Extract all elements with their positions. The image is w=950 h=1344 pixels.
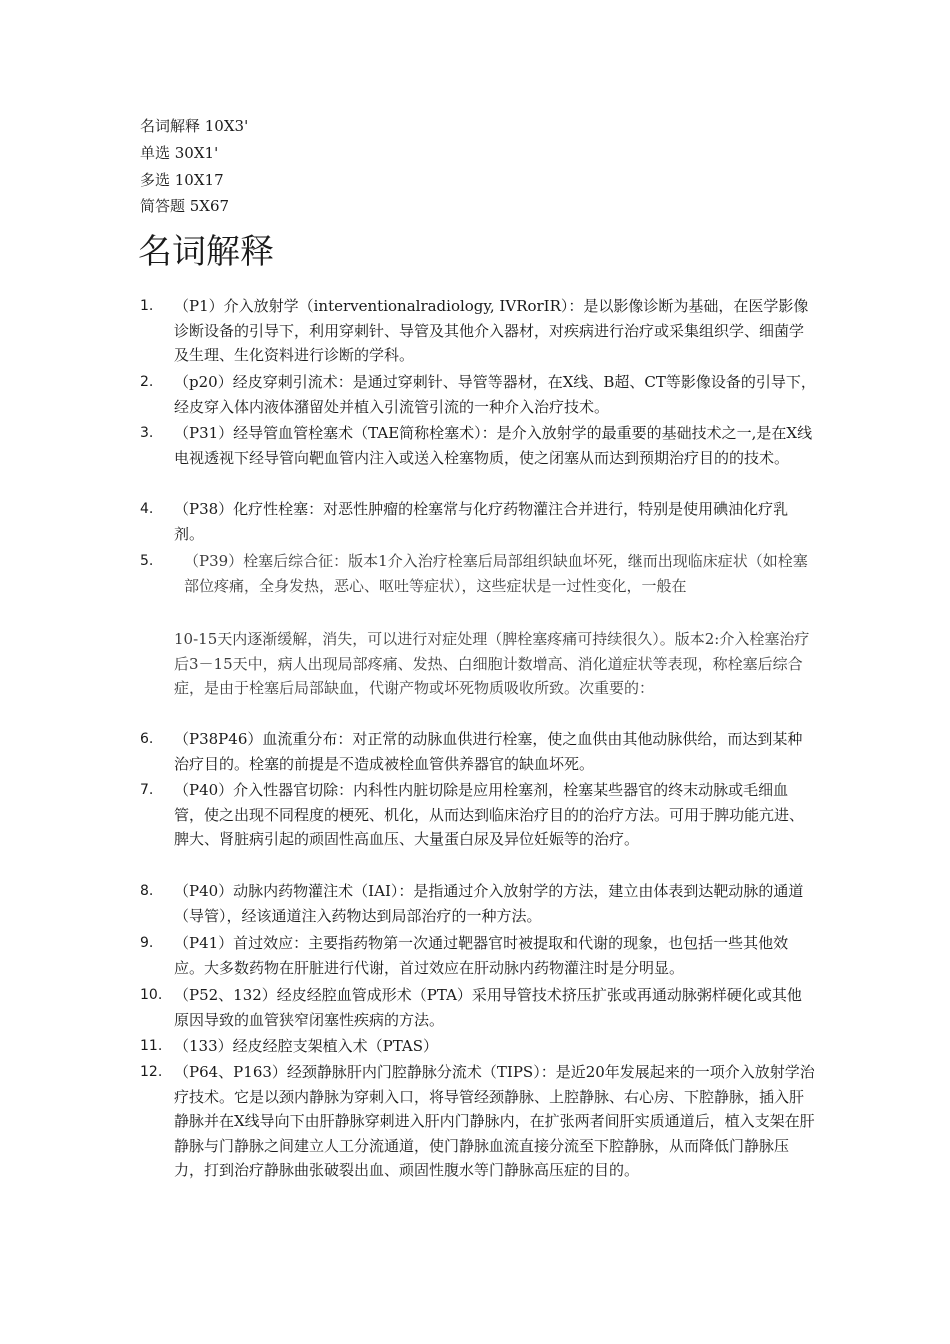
list-item-continuation: 10-15天内逐渐缓解，消失，可以进行对症处理（脾栓塞疼痛可持续很久）。版本2:介入栓塞治疗后3－15天中，病人出现局部疼痛、发热、白细胞计数增高、消化道症状等表现，称栓塞后综合症，是由于栓塞后局部缺血，代谢产物或坏死物质吸收所致。次重要的： (174, 630, 810, 697)
list-item-number: 6. (140, 731, 154, 747)
scoring-line-definitions: 名词解释 10X3' (140, 117, 249, 135)
list-item-text: （133）经皮经腔支架植入术（PTAS） (174, 1037, 439, 1055)
list-item-text: （P31）经导管血管栓塞术（TAE简称栓塞术）：是介入放射学的最重要的基础技术之一,是在X线电视透视下经导管向靶血管内注入或送入栓塞物质，使之闭塞从而达到预期治疗目的的技术。 (174, 424, 813, 467)
list-item-number: 4. (140, 501, 154, 517)
list-item-text: （p20）经皮穿刺引流术：是通过穿刺针、导管等器材，在X线、B超、CT等影像设备的引导下，经皮穿入体内液体潴留处并植入引流管引流的一种介入治疗技术。 (174, 373, 816, 416)
list-item-number: 3. (140, 425, 154, 441)
list-item-text: （P40）介入性器官切除：内科性内脏切除是应用栓塞剂，栓塞某些器官的终末动脉或毛细血管，使之出现不同程度的梗死、机化，从而达到临床治疗目的的治疗方法。可用于脾功能亢进、脾大、肾脏病引起的顽固性高血压、大量蛋白尿及异位妊娠等的治疗。 (174, 781, 805, 848)
list-item-text: （P40）动脉内药物灌注术（IAI）：是指通过介入放射学的方法，建立由体表到达靶动脉的通道（导管），经该通道注入药物达到局部治疗的一种方法。 (174, 882, 804, 925)
scoring-line-single-choice: 单选 30X1' (140, 144, 219, 162)
list-item-number: 10. (140, 987, 163, 1003)
list-item-text: （P1）介入放射学（interventionalradiology, IVRorIR）：是以影像诊断为基础，在医学影像诊断设备的引导下，利用穿刺针、导管及其他介入器材，对疾病进行治疗或采集组织学、细菌学及生理、生化资料进行诊断的学科。 (174, 297, 809, 364)
list-item-text: （P39）栓塞后综合征：版本1介入治疗栓塞后局部组织缺血坏死，继而出现临床症状（如栓塞部位疼痛，全身发热，恶心、呕吐等症状），这些症状是一过性变化，一般在 (184, 552, 808, 595)
list-item-number: 5. (140, 553, 154, 569)
list-item-text: （P64、P163）经颈静脉肝内门腔静脉分流术（TIPS）：是近20年发展起来的一项介入放射学治疗技术。它是以颈内静脉为穿刺入口，将导管经颈静脉、上腔静脉、右心房、下腔静脉，插入肝静脉并在X线导向下由肝静脉穿刺进入肝内门静脉内，在扩张两者间肝实质通道后，植入支架在肝静脉与门静脉之间建立人工分流通道，使门静脉血流直接分流至下腔静脉，从而降低门静脉压力，打到治疗静脉曲张破裂出血、顽固性腹水等门静脉高压症的目的。 (174, 1063, 815, 1179)
list-item-text: （P38）化疗性栓塞：对恶性肿瘤的栓塞常与化疗药物灌注合并进行，特别是使用碘油化疗乳剂。 (174, 500, 789, 543)
list-item-number: 9. (140, 935, 154, 951)
section-title: 名词解释 (138, 232, 274, 272)
list-item-number: 1. (140, 298, 154, 314)
list-item-text: （P38P46）血流重分布：对正常的动脉血供进行栓塞，使之血供由其他动脉供给，而达到某种治疗目的。栓塞的前提是不造成被栓血管供养器官的缺血坏死。 (174, 730, 803, 773)
list-item-text: （P41）首过效应：主要指药物第一次通过靶器官时被提取和代谢的现象，也包括一些其他效应。大多数药物在肝脏进行代谢，首过效应在肝动脉内药物灌注时是分明显。 (174, 934, 789, 977)
list-item-number: 12. (140, 1064, 163, 1080)
scoring-line-multiple-choice: 多选 10X17 (140, 171, 224, 189)
list-item-number: 2. (140, 374, 154, 390)
list-item-number: 8. (140, 883, 154, 899)
list-item-number: 7. (140, 782, 154, 798)
list-item-number: 11. (140, 1038, 163, 1054)
list-item-text: （P52、132）经皮经腔血管成形术（PTA）采用导管技术挤压扩张或再通动脉粥样硬化或其他原因导致的血管狭窄闭塞性疾病的方法。 (174, 986, 802, 1029)
scoring-line-short-answer: 简答题 5X67 (140, 197, 230, 215)
